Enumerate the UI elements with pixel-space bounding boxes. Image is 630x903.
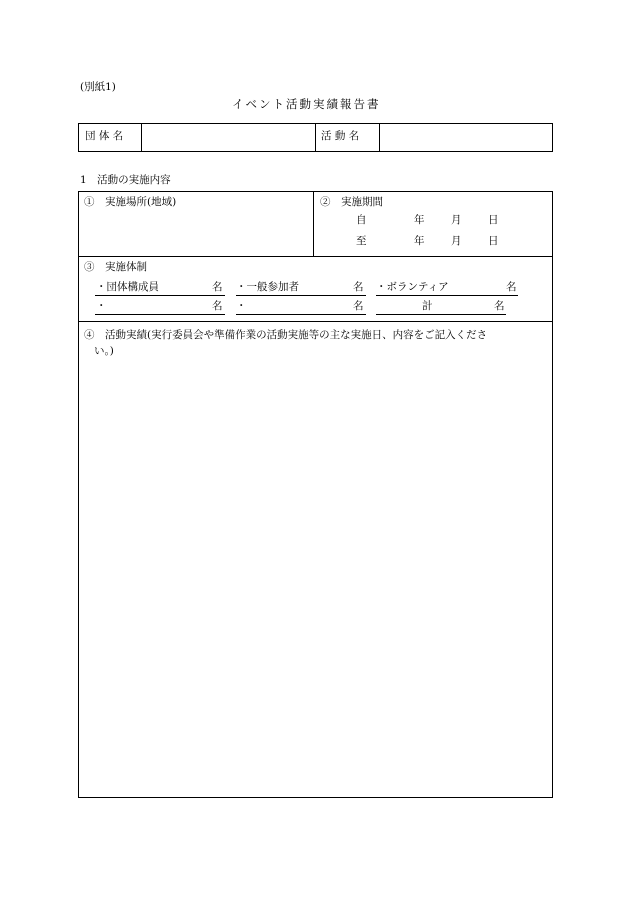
period-to-label: 至 <box>356 235 367 247</box>
participant-underline[interactable] <box>236 295 366 296</box>
volunteer-unit: 名 <box>506 281 517 293</box>
location-label: ① 実施場所(地域) <box>84 196 177 208</box>
total-unit: 名 <box>494 300 505 312</box>
other-underline-1[interactable] <box>95 314 225 315</box>
member-underline[interactable] <box>95 295 225 296</box>
volunteer-underline[interactable] <box>376 295 518 296</box>
volunteer-label: ・ボランティア <box>376 281 449 293</box>
row-separator-2 <box>78 321 553 322</box>
other-underline-2[interactable] <box>236 314 366 315</box>
row1-divider <box>313 191 314 256</box>
section-heading: 1 活動の実施内容 <box>80 174 171 186</box>
period-from-month[interactable]: 月 <box>451 214 462 226</box>
period-to-month[interactable]: 月 <box>451 235 462 247</box>
attachment-label: (別紙1) <box>80 81 116 93</box>
header-divider-2 <box>315 123 316 152</box>
results-label-line1: ④ 活動実績(実行委員会や準備作業の活動実施等の主な実施日、内容をご記入くださ <box>84 329 488 341</box>
row-separator-1 <box>78 256 553 257</box>
total-underline[interactable] <box>376 314 506 315</box>
activity-name-label: 活 動 名 <box>321 130 360 142</box>
period-to-day[interactable]: 日 <box>488 235 499 247</box>
header-divider-1 <box>141 123 142 152</box>
header-divider-3 <box>379 123 380 152</box>
member-label: ・団体構成員 <box>96 281 159 293</box>
other-bullet-2: ・ <box>236 300 247 312</box>
period-to-year[interactable]: 年 <box>414 235 425 247</box>
org-name-label: 団 体 名 <box>85 130 124 142</box>
period-from-day[interactable]: 日 <box>488 214 499 226</box>
participant-unit: 名 <box>353 281 364 293</box>
participant-label: ・一般参加者 <box>236 281 299 293</box>
other-unit-2: 名 <box>353 300 364 312</box>
period-from-label: 自 <box>356 214 367 226</box>
period-label: ② 実施期間 <box>320 196 383 208</box>
other-unit-1: 名 <box>212 300 223 312</box>
total-label: 計 <box>422 300 433 312</box>
other-bullet-1: ・ <box>96 300 107 312</box>
page-title: イベント活動実績報告書 <box>232 97 381 111</box>
structure-label: ③ 実施体制 <box>84 261 147 273</box>
period-from-year[interactable]: 年 <box>414 214 425 226</box>
member-unit: 名 <box>212 281 223 293</box>
results-label-line2: い。) <box>94 345 114 357</box>
